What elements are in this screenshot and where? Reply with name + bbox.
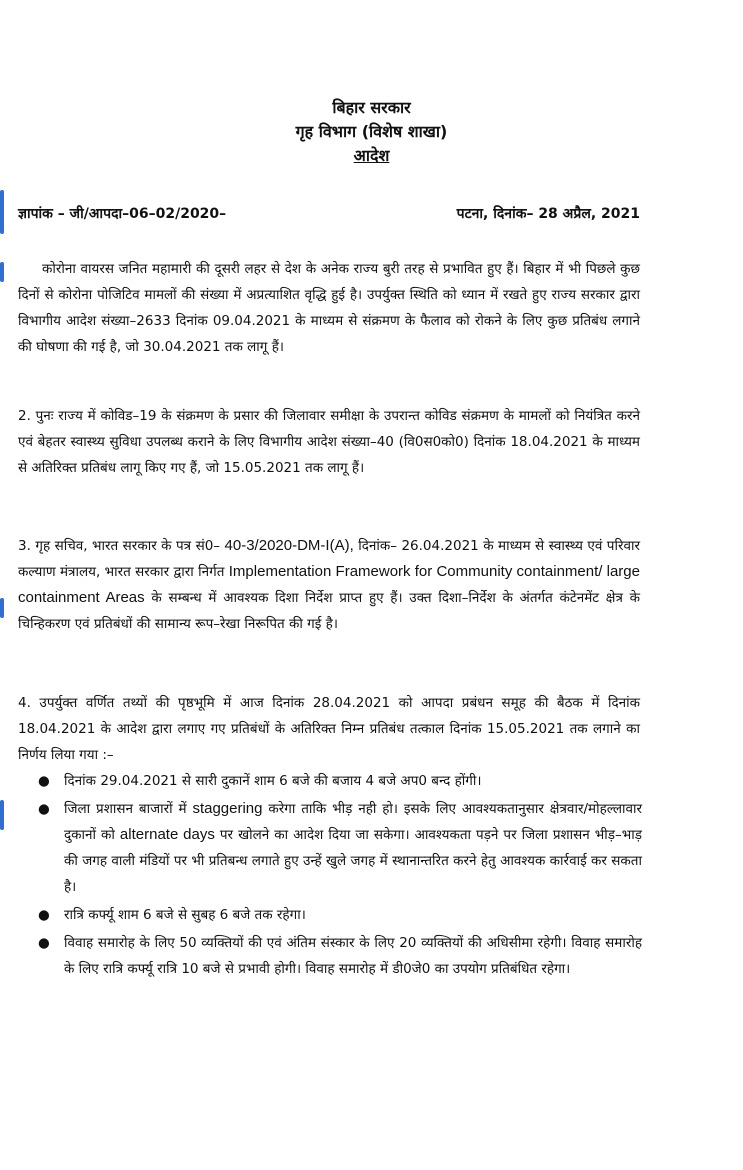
alternate-days-term: alternate days <box>119 826 215 843</box>
staggering-term: staggering <box>192 800 263 817</box>
scan-edge-mark <box>0 190 4 234</box>
department-name: गृह विभाग (विशेष शाखा) <box>295 122 448 141</box>
scan-edge-mark <box>0 262 4 282</box>
order-title: आदेश <box>353 146 390 165</box>
bullet-icon: ● <box>38 773 50 789</box>
memo-number: ज्ञापांक – जी/आपदा–06–02/2020– <box>18 206 227 222</box>
list-item-text: दिनांक 29.04.2021 से सारी दुकानें शाम 6 बजे की बजाय 4 बजे अप0 बन्द होंगी। <box>64 773 482 789</box>
scan-edge-mark <box>0 598 4 618</box>
paragraph-4: 4. उपर्युक्त वर्णित तथ्यों की पृष्ठभूमि में आज दिनांक 28.04.2021 को आपदा प्रबंधन समूह की बैठक में दिनांक 18.04.2021 के आदेश द्वारा लगाए गए प्रतिबंधों के अतिरिक्त निम्न प्रतिबंध तत्काल दिनांक 15.05.2021 तक लगाने का निर्णय लिया गया :– <box>18 695 640 763</box>
scan-edge-mark <box>0 800 4 830</box>
list-item <box>38 796 642 900</box>
list-item <box>38 930 642 982</box>
list-item <box>38 768 642 794</box>
paragraph-3-part-a: 3. गृह सचिव, भारत सरकार के पत्र सं0– <box>18 538 221 554</box>
list-item-text: जिला प्रशासन बाजारों में <box>64 801 187 817</box>
list-item-text: करेगा ताकि भीड़ नही हो। इसके लिए आवश्यकतानुसार क्षेत्रवार/मोहल्लावार दुकानों को <box>64 801 643 843</box>
restriction-list <box>38 768 642 984</box>
paragraph-2: 2. पुनः राज्य में कोविड–19 के संक्रमण के प्रसार की जिलावार समीक्षा के उपरान्त कोविड संक्रमण के मामलों को नियंत्रित करने एवं बेहतर स्वास्थ्य सुविधा उपलब्ध कराने के लिए विभागीय आदेश संख्या–40 (वि0स0को0) दिनांक 18.04.2021 के माध्यम से अतिरिक्त प्रतिबंध लागू किए गए हैं, जो 15.05.2021 तक लागू हैं। <box>18 408 640 476</box>
place-date: पटना, दिनांक– 28 अप्रैल, 2021 <box>456 206 640 222</box>
bullet-icon: ● <box>38 907 50 923</box>
list-item-text: पर खोलने का आदेश दिया जा सकेगा। आवश्यकता पड़ने पर जिला प्रशासन भीड़–भाड़ की जगह वाली मंडियों पर भी प्रतिबन्ध लगाते हुए उन्हें खुले जगह में स्थानान्तरित करने हेतु आवश्यक कार्रवाई कर सकता है। <box>64 827 642 895</box>
document-header <box>0 96 743 168</box>
list-item-text: रात्रि कर्फ्यू शाम 6 बजे से सुबह 6 बजे तक रहेगा। <box>64 907 306 923</box>
list-item-text: विवाह समारोह के लिए 50 व्यक्तियों की एवं अंतिम संस्कार के लिए 20 व्यक्तियों की अधिसीमा रहेगी। विवाह समारोह के लिए रात्रि कर्फ्यू रात्रि 10 बजे से प्रभावी होगी। विवाह समारोह में डी0जे0 का उपयोग प्रतिबंधित रहेगा। <box>64 935 642 977</box>
paragraph-1 <box>18 256 640 360</box>
paragraph-1-text: कोरोना वायरस जनित महामारी की दूसरी लहर से देश के अनेक राज्य बुरी तरह से प्रभावित हुए हैं। बिहार में भी पिछले कुछ दिनों से कोरोना पोजिटिव मामलों की संख्या में अप्रत्याशित वृद्धि हुई है। उपर्युक्त स्थिति को ध्यान में रखते हुए राज्य सरकार द्वारा विभागीय आदेश संख्या–2633 दिनांक 09.04.2021 के माध्यम से संक्रमण के फैलाव को रोकने के लिए कुछ प्रतिबंध लगाने की घोषणा की गई है, जो 30.04.2021 तक लागू हैं। <box>18 261 640 355</box>
paragraph-3-part-c: दिनांक– 26.04.2021 के माध्यम से स्वास्थ्य एवं परिवार कल्याण मंत्रालय, भारत सरकार द्वारा निर्गत <box>18 538 641 580</box>
bullet-icon: ● <box>38 935 50 951</box>
letter-number: 40-3/2020-DM-I(A), <box>224 537 354 554</box>
government-name: बिहार सरकार <box>332 98 411 117</box>
paragraph-3-part-e: के सम्बन्ध में आवश्यक दिशा निर्देश प्राप्त हुए हैं। उक्त दिशा–निर्देश के अंतर्गत कंटेनमेंट क्षेत्र के चिन्हिकरण एवं प्रतिबंधों की सामान्य रूप–रेखा निरूपित की गई है। <box>18 590 640 632</box>
paragraph-3 <box>18 533 640 637</box>
bullet-icon: ● <box>38 801 50 817</box>
framework-title: Implementation Framework for Community containment/ large containment Areas <box>18 563 640 606</box>
list-item <box>38 902 642 928</box>
